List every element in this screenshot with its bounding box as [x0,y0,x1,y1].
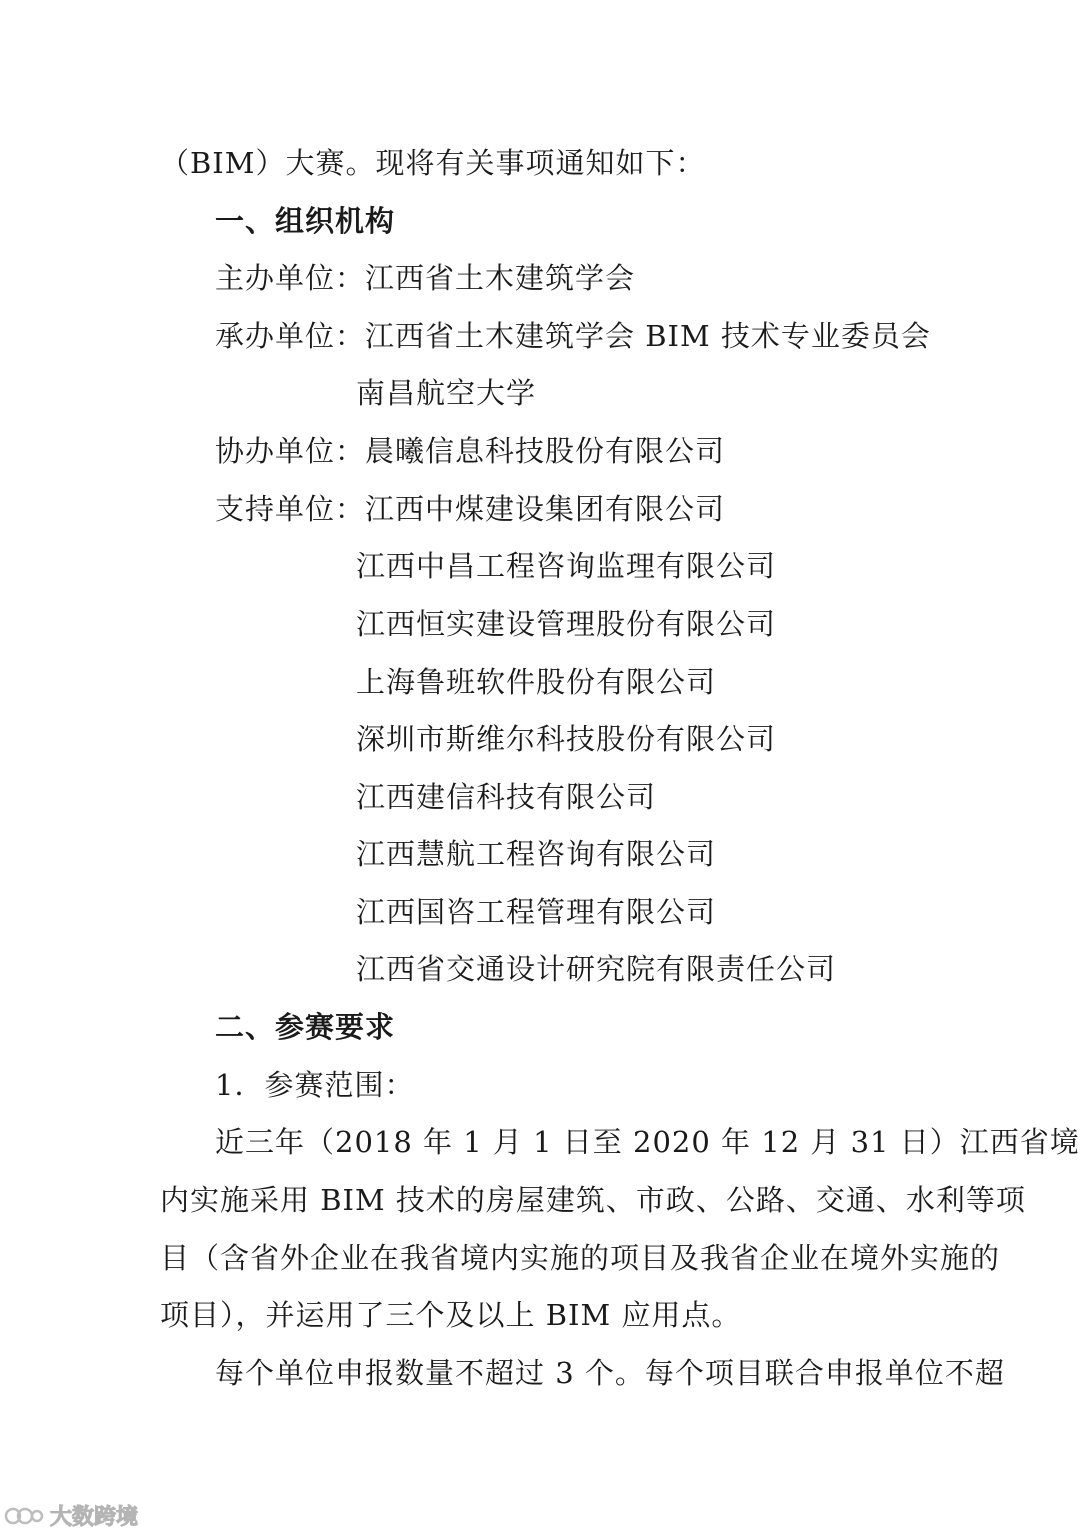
watermark [4,1500,138,1531]
item1-title: 1．参赛范围： [215,1068,415,1102]
section1-heading: 一、组织机构 [215,204,396,238]
supporter-value-6: 江西建信科技有限公司 [356,780,657,814]
host-label: 主办单位： [215,261,366,295]
watermark-text: 大数跨境 [50,1505,139,1530]
co-organizer-value: 晨曦信息科技股份有限公司 [365,434,726,468]
supporter-value-2: 江西中昌工程咨询监理有限公司 [356,549,777,583]
co-organizer-row [215,431,725,471]
supporter-value-9: 江西省交通设计研究院有限责任公司 [356,952,837,986]
supporter-value-1: 江西中煤建设集团有限公司 [365,492,726,526]
section2-heading: 二、参赛要求 [215,1010,396,1044]
supporter-value-4: 上海鲁班软件股份有限公司 [356,665,717,699]
co-organizer-label: 协办单位： [215,434,366,468]
scope-line-1: 近三年（2018 年 1 月 1 日至 2020 年 12 月 31 日）江西省境 [215,1125,1080,1159]
scope-line-4: 项目），并运用了三个及以上 BIM 应用点。 [160,1298,742,1332]
organizer-value-2: 南昌航空大学 [356,376,537,410]
supporter-row [215,489,725,529]
organizer-label: 承办单位： [215,319,366,353]
intro-line: （BIM）大赛。现将有关事项通知如下： [160,146,706,180]
supporter-label: 支持单位： [215,492,366,526]
supporter-value-5: 深圳市斯维尔科技股份有限公司 [356,722,777,756]
supporter-value-8: 江西国咨工程管理有限公司 [356,895,717,929]
host-value: 江西省土木建筑学会 [365,261,636,295]
organizer-row [215,316,931,356]
limit-line: 每个单位申报数量不超过 3 个。每个项目联合申报单位不超 [215,1356,1005,1390]
scope-line-2: 内实施采用 BIM 技术的房屋建筑、市政、公路、交通、水利等项 [160,1183,1026,1217]
host-row [215,258,635,298]
kaishu-logo-icon [4,1503,44,1529]
supporter-value-7: 江西慧航工程咨询有限公司 [356,837,717,871]
organizer-value-1: 江西省土木建筑学会 BIM 技术专业委员会 [365,319,931,353]
scope-line-3: 目（含省外企业在我省境内实施的项目及我省企业在境外实施的 [160,1241,1001,1275]
supporter-value-3: 江西恒实建设管理股份有限公司 [356,607,777,641]
